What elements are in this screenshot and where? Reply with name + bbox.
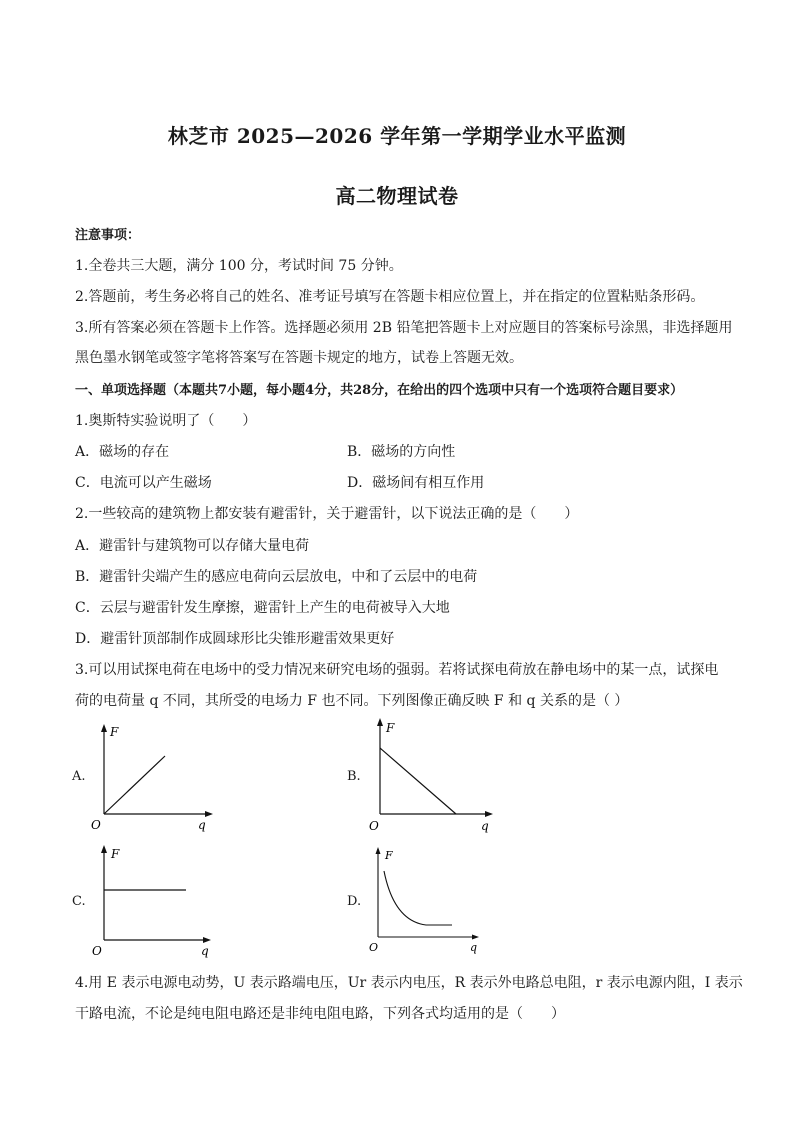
graph-a-label: A.: [72, 769, 86, 784]
graph-d-label: D.: [347, 894, 362, 909]
note-item-2: 2.答题前，考生务必将自己的姓名、准考证号填写在答题卡相应位置上，并在指定的位置粘贴条形码。: [75, 289, 705, 305]
question-1-option-d: D．磁场间有相互作用: [347, 475, 485, 491]
graph-d-origin: O: [369, 941, 379, 954]
graph-c-origin: O: [92, 944, 102, 958]
exam-subtitle: 高二物理试卷: [335, 184, 459, 208]
graph-d-x-arrow: [472, 935, 479, 940]
graph-d-curve: [384, 871, 452, 925]
question-2-option-a: A．避雷针与建筑物可以存储大量电荷: [75, 538, 310, 554]
question-3-stem-line-2: 荷的电荷量 q 不同，其所受的电场力 F 也不同。下列图像正确反映 F 和 q 关系的是（ ）: [75, 693, 629, 709]
graph-a-x-arrow: [205, 811, 213, 817]
note-item-3-line-2: 黑色墨水钢笔或签字笔将答案写在答题卡规定的地方，试卷上答题无效。: [75, 350, 523, 366]
graph-b: [364, 716, 499, 834]
question-4-stem-line-1: 4.用 E 表示电源电动势，U 表示路端电压，Ur 表示内电压，R 表示外电路总电阻，r 表示电源内阻，I 表示: [75, 975, 743, 991]
graph-d-x-label: q: [470, 941, 478, 954]
graph-c-y-arrow: [101, 845, 107, 853]
graph-a: [88, 722, 218, 834]
question-1-option-c: C．电流可以产生磁场: [75, 475, 212, 491]
graph-b-x-label: q: [481, 819, 489, 833]
question-4-stem-line-2: 干路电流，不论是纯电阻电路还是非纯电阻电路，下列各式均适用的是（ ）: [75, 1006, 565, 1022]
graph-b-line: [380, 748, 456, 814]
graph-d: [366, 845, 486, 955]
exam-title: 林芝市 2025—2026 学年第一学期学业水平监测: [167, 124, 627, 148]
graph-a-y-arrow: [101, 724, 107, 732]
graph-a-x-label: q: [198, 818, 206, 832]
graph-a-line: [104, 756, 165, 814]
question-1-option-a: A．磁场的存在: [75, 444, 170, 460]
graph-c-label: C.: [72, 894, 86, 909]
question-2-option-c: C．云层与避雷针发生摩擦，避雷针上产生的电荷被导入大地: [75, 600, 450, 616]
graph-b-label: B.: [347, 769, 361, 784]
question-2-option-d: D．避雷针顶部制作成圆球形比尖锥形避雷效果更好: [75, 631, 395, 647]
notes-heading: 注意事项：: [75, 228, 141, 243]
graph-c-x-label: q: [201, 944, 209, 958]
graph-a-origin: O: [91, 818, 101, 832]
graph-a-y-label: F: [110, 725, 119, 739]
graph-d-y-label: F: [385, 849, 393, 862]
graph-b-origin: O: [369, 819, 379, 833]
question-3-stem-line-1: 3.可以用试探电荷在电场中的受力情况来研究电场的强弱。若将试探电荷放在静电场中的某一点，试探电: [75, 662, 719, 678]
question-1-option-b: B．磁场的方向性: [347, 444, 456, 460]
graph-d-y-arrow: [376, 847, 381, 854]
question-1-stem: 1.奥斯特实验说明了（ ）: [75, 413, 257, 429]
graph-c: [88, 843, 218, 958]
note-item-3-line-1: 3.所有答案必须在答题卡上作答。选择题必须用 2B 铅笔把答题卡上对应题目的答案标号涂黑，非选择题用: [75, 320, 733, 336]
question-2-option-b: B．避雷针尖端产生的感应电荷向云层放电，中和了云层中的电荷: [75, 569, 478, 585]
graph-b-y-arrow: [377, 718, 383, 726]
graph-b-y-label: F: [386, 721, 395, 735]
note-item-1: 1.全卷共三大题，满分 100 分，考试时间 75 分钟。: [75, 258, 403, 274]
graph-c-y-label: F: [111, 847, 120, 861]
question-2-stem: 2.一些较高的建筑物上都安装有避雷针，关于避雷针，以下说法正确的是（ ）: [75, 506, 579, 522]
graph-b-x-arrow: [485, 811, 493, 817]
section-1-heading: 一、单项选择题（本题共7小题，每小题4分，共28分，在给出的四个选项中只有一个选项符合题目要求）: [75, 383, 684, 398]
graph-c-x-arrow: [203, 937, 211, 943]
